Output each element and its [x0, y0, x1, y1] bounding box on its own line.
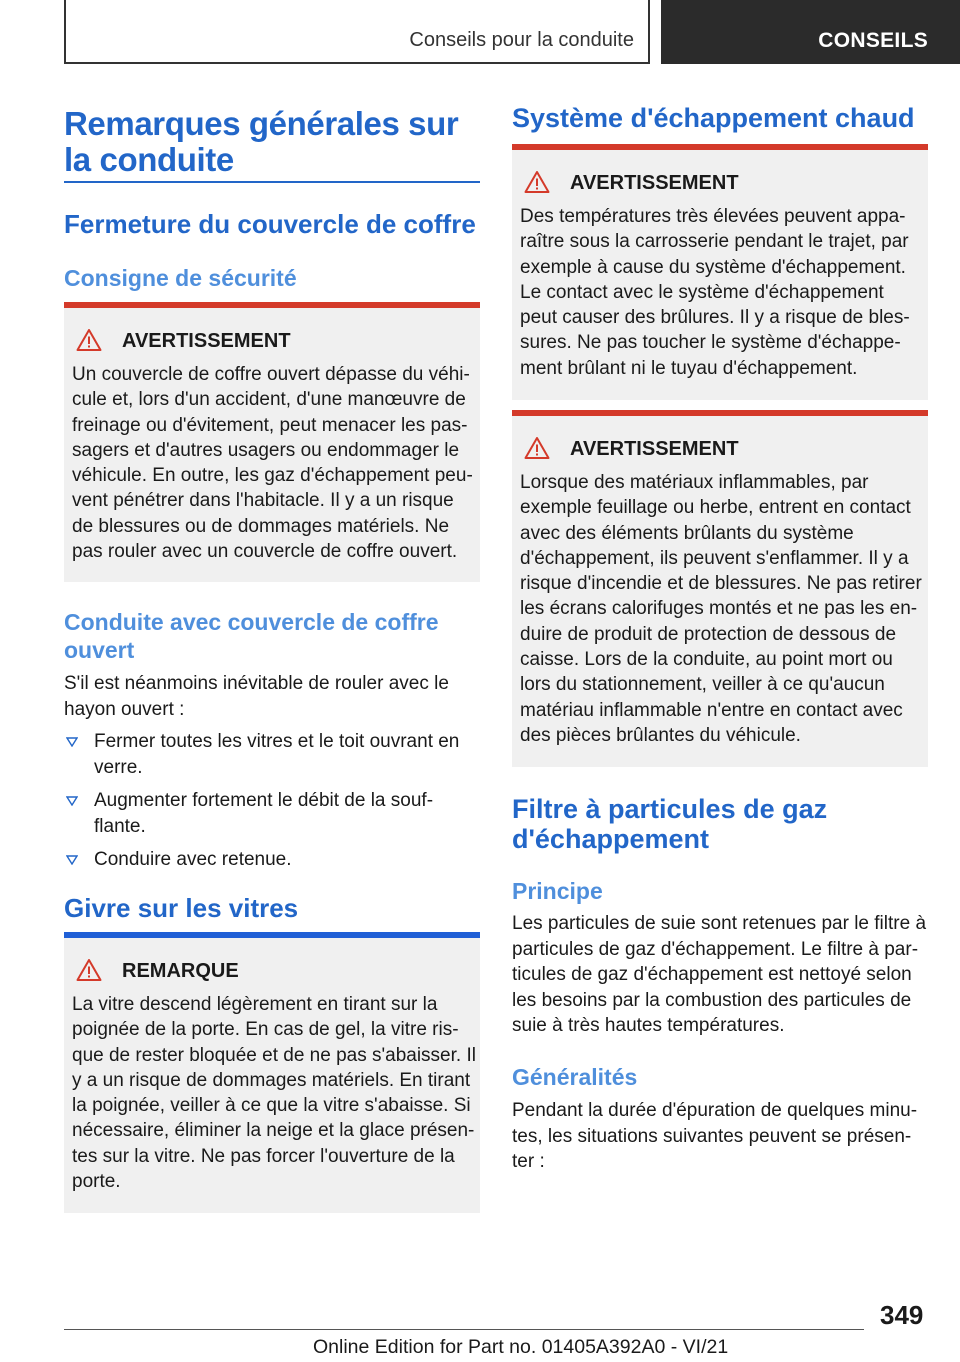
note-text: La vitre descend légèrement en tirant sur la poignée de la porte. En cas de gel, la vitre ris-que de rester bloquée et de ne pas s'abaisser. Il y a un risque de dommages matériels. En tirant la poignée, veiller à ce que la vitre s'abaisse. Si nécessaire, éliminer la neige et la glace présen-tes sur la vitre. Ne pas forcer l'ouverture de la porte.	[72, 994, 476, 1193]
warning-title: AVERTISSEMENT	[122, 330, 291, 352]
principle-text: Les particules de suie sont retenues par le filtre à particules de gaz d'échappement. Le filtre à par-ticules de gaz d'échappement est nettoyé selon les besoins par la combustion des particules de suie à très hautes températures.	[512, 913, 927, 1036]
warning-title: AVERTISSEMENT	[570, 438, 739, 460]
warning-title: AVERTISSEMENT	[570, 172, 739, 194]
triangle-bullet-icon	[66, 796, 78, 806]
warning-text: Un couvercle de coffre ouvert dépasse du véhi-cule et, lors d'un accident, d'une manœuvre de freinage ou d'évitement, peut menacer les pas-sagers et d'autres usagers ou endommager le véhicule. En outre, les gaz d'échappement peu-vent pénétrer dans l'habitacle. Il y a un risque de blessures ou de dommages matériels. Ne pas rouler avec un couvercle de coffre ouvert.	[72, 364, 473, 563]
general-text: Pendant la durée d'épuration de quelques minu-tes, les situations suivantes peuvent se présen-ter :	[512, 1100, 918, 1172]
warning-bar	[512, 144, 928, 150]
list-item	[64, 788, 480, 839]
header-section-title: Conseils pour la conduite	[409, 29, 634, 51]
triangle-bullet-icon	[66, 737, 78, 747]
warning-text: Des températures très élevées peuvent appa-raître sous la carrosserie pendant le trajet, par exemple à cause du système d'échappement. Le contact avec le système d'échappement peut causer des brûlures. Il y a risque de bles-sures. Ne pas toucher le système d'échappe-ment brûlant ni le tuyau d'échappement.	[520, 206, 910, 379]
list-item	[64, 847, 480, 873]
heading-general: Généralités	[512, 1064, 638, 1090]
list-item-text: Augmenter fortement le débit de la souf-flante.	[94, 790, 434, 837]
warning-bar	[512, 410, 928, 416]
note-box-frost	[64, 932, 480, 1213]
page-number: 349	[880, 1300, 924, 1330]
heading-trunk-lid: Fermeture du couvercle de coffre	[64, 209, 476, 239]
warning-box-trunk	[64, 302, 480, 582]
heading-driving-open-trunk: Conduite avec couvercle de coffre ouvert	[64, 609, 439, 663]
warning-triangle-icon	[76, 328, 102, 352]
warning-box-flammable	[512, 410, 928, 767]
note-bar	[64, 932, 480, 938]
heading-frost: Givre sur les vitres	[64, 893, 299, 923]
warning-bar	[64, 302, 480, 308]
heading-particulate-filter: Filtre à particules de gaz d'échappement	[512, 794, 828, 854]
header-chapter-label: CONSEILS	[818, 29, 928, 52]
list-item-text: Fermer toutes les vitres et le toit ouvrant en verre.	[94, 731, 460, 778]
warning-box-exhaust-heat	[512, 144, 928, 400]
heading-safety-note: Consigne de sécurité	[64, 265, 297, 291]
note-title: REMARQUE	[122, 960, 239, 982]
list-item-text: Conduire avec retenue.	[94, 849, 292, 870]
title-rule	[64, 181, 480, 183]
warning-text: Lorsque des matériaux inflammables, par exemple feuillage ou herbe, entrent en contact avec des éléments brûlants du système d'échappement, ils peuvent s'enflammer. Il y a risque d'incendie et de blessures. Ne pas retirer les écrans calorifuges montés et ne pas les en-duire de produit de protection de dessous de caisse. Lors de la conduite, au point mort ou lors du stationnement, veiller à ce qu'aucun matériau inflammable n'entre en contact avec des pièces brûlantes du véhicule.	[520, 472, 922, 746]
open-trunk-intro: S'il est néanmoins inévitable de rouler avec le hayon ouvert :	[64, 673, 449, 720]
footer-rule	[64, 1329, 864, 1330]
page-title: Remarques générales sur la conduite	[64, 105, 459, 178]
header-frame	[64, 0, 650, 64]
list-item	[64, 729, 480, 780]
heading-principle: Principe	[512, 878, 603, 904]
warning-triangle-icon	[524, 170, 550, 194]
header-chapter-tab[interactable]	[661, 0, 960, 64]
warning-triangle-icon	[524, 436, 550, 460]
warning-triangle-icon	[76, 958, 102, 982]
heading-hot-exhaust: Système d'échappement chaud	[512, 103, 915, 133]
footer-edition: Online Edition for Part no. 01405A392A0 - VI/21	[313, 1336, 729, 1358]
triangle-bullet-icon	[66, 855, 78, 865]
open-trunk-steps	[64, 729, 480, 881]
